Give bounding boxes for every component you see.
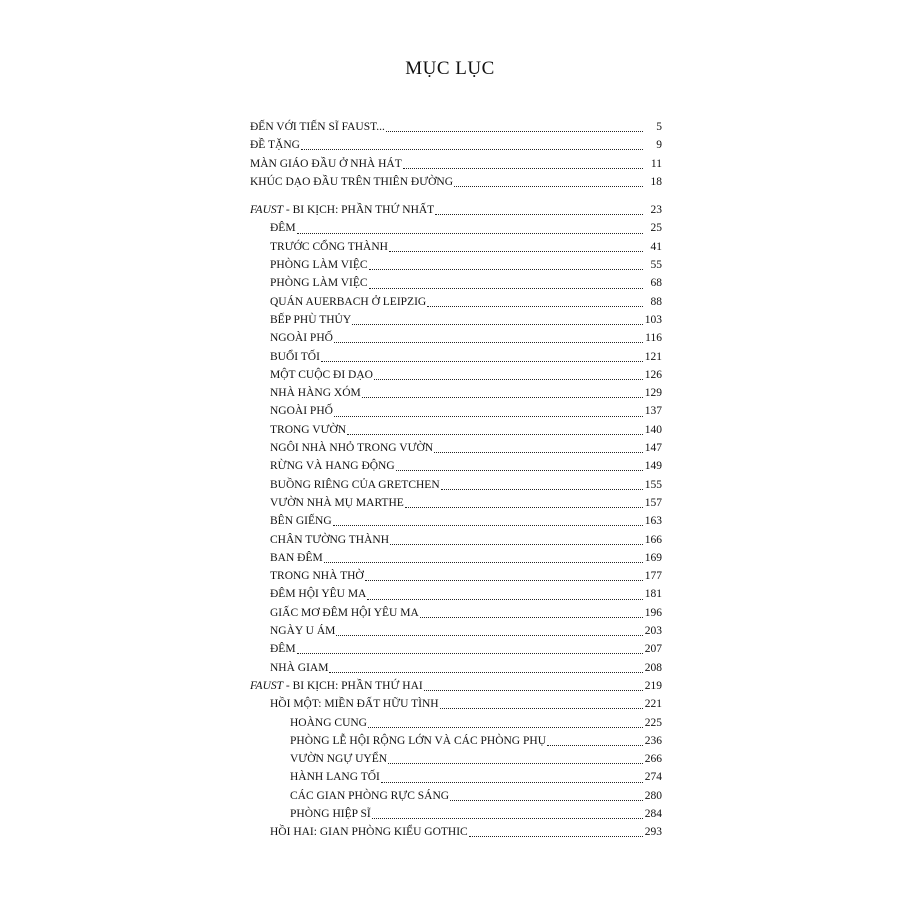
toc-entry[interactable] xyxy=(250,402,662,420)
dot-leader xyxy=(297,652,643,654)
dot-leader xyxy=(333,524,643,526)
dot-leader xyxy=(297,232,643,234)
dot-leader xyxy=(334,415,643,417)
dot-leader xyxy=(454,185,643,187)
toc-entry-page: 23 xyxy=(650,204,662,217)
toc-entry-title: ĐÊM xyxy=(270,222,296,235)
toc-entry[interactable] xyxy=(250,256,662,274)
dot-leader xyxy=(374,378,643,380)
toc-entry[interactable] xyxy=(250,173,662,191)
dot-leader xyxy=(381,781,643,783)
toc-entry-title: NHÀ HÀNG XÓM xyxy=(270,387,361,400)
toc-entry-page: 280 xyxy=(644,789,662,802)
toc-entry-title-italic: FAUST xyxy=(250,204,284,217)
dot-leader xyxy=(368,726,643,728)
toc-entry-page: 219 xyxy=(644,679,662,692)
toc-entry-page: 166 xyxy=(644,533,662,546)
toc-entry[interactable] xyxy=(250,640,662,658)
toc-entry-page: 121 xyxy=(644,350,662,363)
dot-leader xyxy=(420,616,643,618)
toc-entry-title: VƯỜN NGỰ UYỂN xyxy=(290,753,388,766)
toc-entry-title: VƯỜN NHÀ MỤ MARTHE xyxy=(270,496,404,509)
dot-leader xyxy=(369,287,643,289)
toc-entry-page: 5 xyxy=(656,121,662,133)
toc-entry[interactable] xyxy=(250,238,662,256)
toc-entry-title: PHÒNG LÀM VIỆC xyxy=(270,277,368,290)
toc-part-heading[interactable] xyxy=(250,677,662,695)
toc-entry[interactable] xyxy=(250,823,662,841)
toc-entry[interactable] xyxy=(250,274,662,292)
toc-entry[interactable] xyxy=(250,421,662,439)
toc-entry[interactable] xyxy=(250,585,662,603)
toc-entry[interactable] xyxy=(250,155,662,173)
toc-entry[interactable] xyxy=(250,439,662,457)
toc-entry-title: HÀNH LANG TỐI xyxy=(290,771,380,784)
toc-entry-title: NGÔI NHÀ NHỎ TRONG VƯỜN xyxy=(270,442,434,455)
toc-entry-page: 236 xyxy=(644,734,662,747)
toc-entry-title: PHÒNG HIỆP SĨ xyxy=(290,807,371,820)
toc-entry-title: BUỒNG RIÊNG CỦA GRETCHEN xyxy=(270,478,440,491)
toc-entry-page: 203 xyxy=(644,625,662,638)
dot-leader xyxy=(450,799,643,801)
toc-entry-title: HOÀNG CUNG xyxy=(290,716,367,729)
toc-entry-page: 18 xyxy=(650,175,662,188)
toc-entry-title: BAN ĐÊM xyxy=(270,551,323,564)
toc-entry-page: 157 xyxy=(644,496,662,509)
toc-entry[interactable] xyxy=(250,329,662,347)
dot-leader xyxy=(441,488,643,490)
toc-entry[interactable] xyxy=(250,531,662,549)
dot-leader xyxy=(386,130,643,132)
toc-entry-title: PHÒNG LÀM VIỆC xyxy=(270,259,368,272)
toc-entry-page: 225 xyxy=(644,716,662,729)
dot-leader xyxy=(427,305,643,307)
dot-leader xyxy=(390,543,643,545)
dot-leader xyxy=(440,707,643,709)
dot-leader xyxy=(372,817,643,819)
toc-entry-page: 149 xyxy=(644,460,662,473)
toc-entry-title: MỘT CUỘC ĐI DẠO xyxy=(270,368,373,381)
toc-entry-title: ĐẾN VỚI TIẾN SĨ FAUST... xyxy=(250,121,385,133)
toc-entry-page: 169 xyxy=(644,551,662,564)
toc-entry-page: 11 xyxy=(650,157,662,170)
dot-leader xyxy=(469,835,643,837)
toc-entry-page: 140 xyxy=(644,423,662,436)
toc-entry-title: TRONG VƯỜN xyxy=(270,423,347,436)
toc-entry-title-rest: - BI KỊCH: PHẦN THỨ NHẤT xyxy=(283,204,435,217)
toc-entry[interactable] xyxy=(250,118,662,136)
toc-entry-title: CÁC GIAN PHÒNG RỰC SÁNG xyxy=(290,789,450,802)
toc-entry[interactable] xyxy=(250,457,662,475)
dot-leader xyxy=(396,469,643,471)
toc-entry[interactable] xyxy=(250,604,662,622)
toc-entry-title: HỒI MỘT: MIỀN ĐẤT HỮU TÌNH xyxy=(270,698,439,711)
toc-entry-page: 126 xyxy=(644,368,662,381)
dot-leader xyxy=(367,598,643,600)
toc-entry-title: GIẤC MƠ ĐÊM HỘI YÊU MA xyxy=(270,606,419,619)
toc-entry[interactable] xyxy=(250,366,662,384)
toc-entry[interactable] xyxy=(250,549,662,567)
toc-entry-title-rest: - BI KỊCH: PHẦN THỨ HAI xyxy=(283,679,423,692)
dot-leader xyxy=(369,268,643,270)
dot-leader xyxy=(324,561,643,563)
toc-entry[interactable] xyxy=(250,476,662,494)
dot-leader xyxy=(347,433,643,435)
toc-entry[interactable] xyxy=(250,384,662,402)
toc-entry[interactable] xyxy=(250,659,662,677)
toc-entry[interactable] xyxy=(250,567,662,585)
dot-leader xyxy=(336,634,643,636)
toc-entry-title: PHÒNG LỄ HỘI RỘNG LỚN VÀ CÁC PHÒNG PHỤ xyxy=(290,734,546,747)
toc-entry-title: RỪNG VÀ HANG ĐỘNG xyxy=(270,460,395,473)
dot-leader xyxy=(388,762,643,764)
toc-entry-page: 266 xyxy=(644,753,662,766)
toc-entry-title-italic: FAUST xyxy=(250,679,284,692)
toc-entry-title: TRONG NHÀ THỜ xyxy=(270,570,364,583)
toc-entry[interactable] xyxy=(250,750,662,768)
toc-entry-title: CHÂN TƯỜNG THÀNH xyxy=(270,533,390,546)
toc-entry[interactable] xyxy=(250,787,662,805)
toc-entry-page: 207 xyxy=(644,643,662,656)
toc-entry[interactable] xyxy=(250,695,662,713)
dot-leader xyxy=(362,396,643,398)
toc-entry-page: 103 xyxy=(644,313,662,326)
toc-entry-title: ĐÊM HỘI YÊU MA xyxy=(270,588,367,601)
toc-entry[interactable] xyxy=(250,768,662,786)
toc-entry-page: 196 xyxy=(644,606,662,619)
toc-entry-title: KHÚC DẠO ĐẦU TRÊN THIÊN ĐƯỜNG xyxy=(250,175,454,188)
dot-leader xyxy=(435,213,643,215)
toc-entry-title: QUÁN AUERBACH Ở LEIPZIG xyxy=(270,295,427,308)
toc-entry-title: BẾP PHÙ THỦY xyxy=(270,313,352,326)
toc-entry-page: 274 xyxy=(644,771,662,784)
toc-entry-title xyxy=(250,677,423,695)
toc-entry-page: 177 xyxy=(644,570,662,583)
toc-entry-page: 25 xyxy=(650,222,662,235)
toc-entry-page: 181 xyxy=(644,588,662,601)
toc-entry-page: 284 xyxy=(644,807,662,820)
dot-leader xyxy=(301,148,643,150)
toc-entry-page: 293 xyxy=(644,826,662,839)
toc-entry-title: BUỔI TỐI xyxy=(270,350,320,363)
toc-entry-title: TRƯỚC CỔNG THÀNH xyxy=(270,240,388,253)
table-of-contents xyxy=(250,118,662,842)
toc-entry-title: MÀN GIÁO ĐẦU Ở NHÀ HÁT xyxy=(250,157,402,170)
toc-entry-page: 9 xyxy=(656,139,662,152)
toc-entry-page: 147 xyxy=(644,442,662,455)
toc-entry-page: 55 xyxy=(650,259,662,272)
toc-entry-page: 116 xyxy=(645,332,662,345)
toc-entry-title: HỒI HAI: GIAN PHÒNG KIỂU GOTHIC xyxy=(270,826,468,839)
page-title: MỤC LỤC xyxy=(405,58,495,79)
toc-entry[interactable] xyxy=(250,311,662,329)
toc-entry-title: ĐÊM xyxy=(270,643,296,656)
toc-entry-page: 221 xyxy=(644,698,662,711)
dot-leader xyxy=(405,506,643,508)
toc-entry-title: NHÀ GIAM xyxy=(270,661,329,674)
toc-entry-title xyxy=(250,201,434,219)
toc-entry-page: 137 xyxy=(644,405,662,418)
toc-entry-title: NGOÀI PHỐ xyxy=(270,332,333,345)
dot-leader xyxy=(424,689,643,691)
dot-leader xyxy=(352,323,643,325)
dot-leader xyxy=(434,451,643,453)
toc-entry[interactable] xyxy=(250,732,662,750)
dot-leader xyxy=(403,167,643,169)
toc-entry[interactable] xyxy=(250,348,662,366)
toc-entry-title: ĐỀ TẶNG xyxy=(250,139,300,152)
toc-entry-page: 88 xyxy=(650,295,662,308)
toc-entry[interactable] xyxy=(250,805,662,823)
dot-leader xyxy=(334,341,643,343)
toc-entry[interactable] xyxy=(250,494,662,512)
toc-entry-page: 68 xyxy=(650,277,662,290)
toc-entry[interactable] xyxy=(250,293,662,311)
toc-entry[interactable] xyxy=(250,136,662,154)
dot-leader xyxy=(365,579,643,581)
toc-entry-page: 208 xyxy=(644,661,662,674)
toc-entry[interactable] xyxy=(250,512,662,530)
toc-entry-title: BÊN GIẾNG xyxy=(270,515,332,528)
dot-leader xyxy=(389,250,643,252)
toc-entry-title: NGOÀI PHỐ xyxy=(270,405,333,418)
dot-leader xyxy=(321,360,643,362)
toc-entry[interactable] xyxy=(250,622,662,640)
toc-entry[interactable] xyxy=(250,219,662,237)
toc-entry-page: 163 xyxy=(644,515,662,528)
toc-entry-page: 155 xyxy=(644,478,662,491)
toc-entry[interactable] xyxy=(250,714,662,732)
toc-entry-title: NGÀY U ÁM xyxy=(270,625,336,638)
dot-leader xyxy=(329,671,643,673)
dot-leader xyxy=(547,744,643,746)
toc-entry-page: 129 xyxy=(644,387,662,400)
toc-part-heading[interactable] xyxy=(250,201,662,219)
toc-entry-page: 41 xyxy=(650,240,662,253)
